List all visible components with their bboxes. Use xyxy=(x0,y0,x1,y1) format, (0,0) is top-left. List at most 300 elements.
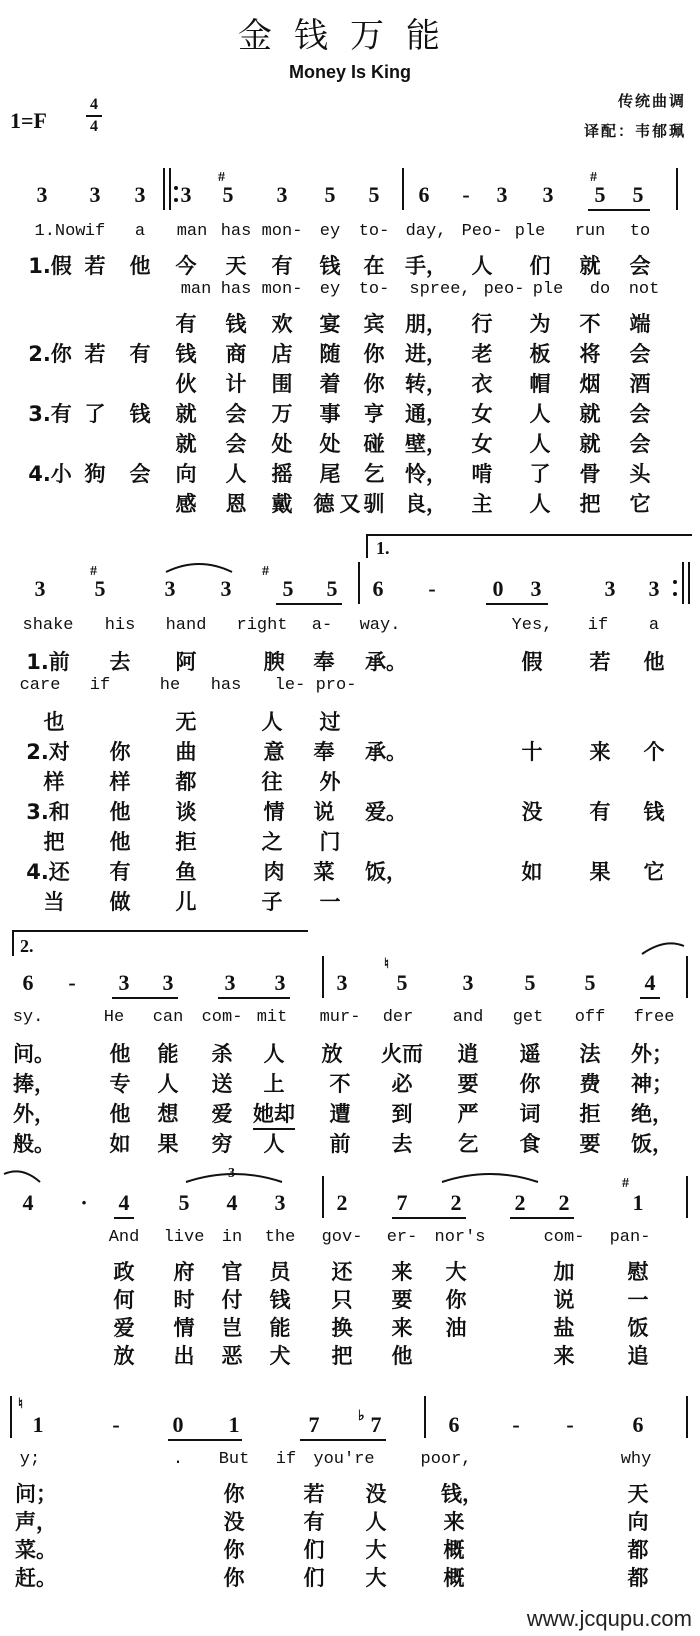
note: 1 xyxy=(632,1190,644,1215)
lyric-syllable: 绝， xyxy=(631,1102,673,1126)
lyric-syllable: hand xyxy=(165,616,207,635)
lyric-syllable: ey xyxy=(319,280,341,299)
lyric-syllable: he xyxy=(159,676,181,695)
lyric-syllable: 样 xyxy=(43,770,65,794)
lyric-syllable: free xyxy=(633,1008,675,1027)
lyric-syllable: 概 xyxy=(443,1566,465,1590)
lyric-syllable: 头 xyxy=(629,462,651,486)
lyric-syllable: 不 xyxy=(579,312,601,336)
lyric-syllable: 商 xyxy=(225,342,247,366)
lyric-syllable: 欢 xyxy=(271,312,293,336)
lyric-syllable: 子 xyxy=(261,890,283,914)
lyric-syllable: 要 xyxy=(391,1288,413,1312)
lyric-syllable: 戴 xyxy=(271,492,293,516)
lyric-syllable: man xyxy=(176,222,208,241)
sharp-sign: # xyxy=(90,564,97,579)
lyric-syllable: 遥 xyxy=(519,1042,541,1066)
lyric-syllable: 女 xyxy=(471,402,493,426)
note: 7 xyxy=(396,1190,408,1215)
natural-sign: ♮ xyxy=(384,957,390,972)
lyric-syllable: 手， xyxy=(405,254,447,278)
sharp-sign: # xyxy=(622,1176,629,1191)
sharp-sign: # xyxy=(218,170,225,185)
lyric-syllable: 来 xyxy=(443,1510,465,1534)
repeat-dot xyxy=(673,580,677,584)
lyric-syllable: 若 xyxy=(589,650,611,674)
lyric-syllable: can xyxy=(152,1008,184,1027)
barline xyxy=(322,956,324,998)
eighth-beam xyxy=(276,603,342,605)
lyric-syllable: 付 xyxy=(221,1288,243,1312)
credit-translator: 译配：韦郁珮 xyxy=(583,122,686,140)
tie-slur xyxy=(164,560,234,574)
lyric-syllable: 为 xyxy=(529,312,551,336)
lyric-syllable: 问； xyxy=(15,1482,57,1506)
lyric-syllable: poor, xyxy=(420,1450,472,1469)
lyric-syllable: 有 xyxy=(129,342,151,366)
note: 3 xyxy=(134,182,146,207)
barline xyxy=(676,168,678,210)
lyric-syllable: 人 xyxy=(529,432,551,456)
lyric-syllable: to xyxy=(629,222,651,241)
lyric-syllable: 计 xyxy=(225,372,247,396)
lyric-syllable: 只 xyxy=(331,1288,353,1312)
lyric-syllable: 奉 xyxy=(313,740,335,764)
lyric-syllable: 肉 xyxy=(263,860,285,884)
lyric-syllable: 你 xyxy=(223,1538,245,1562)
lyric-syllable: 宾 xyxy=(363,312,385,336)
volta-label-1: 1. xyxy=(376,538,390,558)
lyric-syllable: 酒 xyxy=(629,372,651,396)
eighth-beam xyxy=(112,997,178,999)
lyric-syllable: 伙 xyxy=(175,372,197,396)
lyric-syllable: 大 xyxy=(365,1566,387,1590)
key-signature: 1=F xyxy=(10,108,47,133)
note: 3 xyxy=(36,182,48,207)
lyric-syllable: 你 xyxy=(363,372,385,396)
note: 3 xyxy=(496,182,508,207)
lyric-syllable: 油 xyxy=(445,1316,467,1340)
note: 6 xyxy=(632,1412,644,1437)
barline xyxy=(322,1176,324,1218)
note: 3 xyxy=(276,182,288,207)
lyric-syllable: 会 xyxy=(129,462,151,486)
lyric-syllable: 有 xyxy=(271,254,293,278)
lyric-syllable: 何 xyxy=(113,1288,135,1312)
lyric-syllable: 有 xyxy=(109,860,131,884)
lyric-syllable: 有 xyxy=(303,1510,325,1534)
volta-label-2: 2. xyxy=(20,936,34,956)
lyric-syllable: 将 xyxy=(579,342,601,366)
lyric-syllable: 他 xyxy=(129,254,151,278)
lyric-syllable: 处 xyxy=(319,432,341,456)
lyric-syllable: 向 xyxy=(175,462,197,486)
lyric-syllable: 它 xyxy=(629,492,651,516)
lyric-syllable: 饭 xyxy=(627,1316,649,1340)
lyric-syllable: his xyxy=(104,616,136,635)
note: 5 xyxy=(524,970,536,995)
lyric-syllable: 通， xyxy=(405,402,447,426)
lyric-syllable: 端 xyxy=(629,312,651,336)
lyric-syllable: 把 xyxy=(331,1344,353,1368)
note: 3 xyxy=(118,970,130,995)
note: · xyxy=(80,1190,88,1215)
lyric-syllable: 宴 xyxy=(319,312,341,336)
lyric-syllable: 杀 xyxy=(211,1042,233,1066)
lyric-syllable: 人 xyxy=(529,492,551,516)
lyric-syllable: 行 xyxy=(471,312,493,336)
lyric-syllable: 碰 xyxy=(363,432,385,456)
lyric-syllable: 天 xyxy=(627,1482,649,1506)
lyric-syllable: 逍 xyxy=(457,1042,479,1066)
note: 3 xyxy=(164,576,176,601)
lyric-syllable: 1.前 xyxy=(26,650,70,674)
lyric-syllable: 又 xyxy=(339,492,361,516)
lyric-syllable: 爱 xyxy=(113,1316,135,1340)
lyric-syllable: 亨 xyxy=(363,402,385,426)
lyric-syllable: 骨 xyxy=(579,462,601,486)
note: 4 xyxy=(118,1190,130,1215)
lyric-syllable: run xyxy=(574,222,606,241)
lyric-syllable: 钱 xyxy=(175,342,197,366)
lyric-syllable: 3.和 xyxy=(26,800,70,824)
lyric-syllable: 狗 xyxy=(84,462,106,486)
eighth-beam xyxy=(218,997,290,999)
lyric-syllable: has xyxy=(220,222,252,241)
lyric-syllable: 不 xyxy=(329,1072,351,1096)
lyric-syllable: off xyxy=(574,1008,606,1027)
lyric-syllable: 会 xyxy=(629,254,651,278)
eighth-beam xyxy=(168,1439,242,1441)
note: 3 xyxy=(462,970,474,995)
barline xyxy=(424,1396,426,1438)
note: 5 xyxy=(178,1190,190,1215)
lyric-syllable: 样 xyxy=(109,770,131,794)
lyric-syllable: 若 xyxy=(84,342,106,366)
lyric-syllable: 放 xyxy=(113,1344,135,1368)
lyric-syllable: 假 xyxy=(521,650,543,674)
lyric-syllable: 随 xyxy=(319,342,341,366)
lyric-syllable: 啃 xyxy=(471,462,493,486)
note: 5 xyxy=(222,182,234,207)
lyric-syllable: 4.还 xyxy=(26,860,70,884)
lyric-syllable: 出 xyxy=(173,1344,195,1368)
lyric-syllable: 遭 xyxy=(329,1102,351,1126)
lyric-syllable: 捧， xyxy=(13,1072,55,1096)
lyric-syllable: 把 xyxy=(43,830,65,854)
tie-slur xyxy=(2,1170,42,1184)
lyric-syllable: But xyxy=(218,1450,250,1469)
lyric-syllable: 送 xyxy=(211,1072,233,1096)
repeat-dot xyxy=(174,186,178,190)
lyric-syllable: 个 xyxy=(643,740,665,764)
lyric-syllable: 就 xyxy=(579,432,601,456)
lyric-syllable: 他 xyxy=(391,1344,413,1368)
lyric-syllable: 你 xyxy=(363,342,385,366)
lyric-syllable: 专 xyxy=(109,1072,131,1096)
barline xyxy=(686,956,688,998)
lyric-syllable: 处 xyxy=(271,432,293,456)
lyric-syllable: 你 xyxy=(519,1072,541,1096)
volta-bracket-2-hook xyxy=(12,930,14,956)
lyric-syllable: And xyxy=(108,1228,140,1247)
lyric-syllable: 天 xyxy=(225,254,247,278)
lyric-syllable: 们 xyxy=(529,254,551,278)
site-watermark: www.jcqupu.com xyxy=(526,1606,692,1631)
lyric-syllable: 她却 xyxy=(253,1098,295,1130)
lyric-syllable: 大 xyxy=(445,1260,467,1284)
lyric-syllable: 情 xyxy=(263,800,285,824)
lyric-syllable: 摇 xyxy=(271,462,293,486)
lyric-syllable: gov- xyxy=(321,1228,363,1247)
lyric-syllable: 都 xyxy=(627,1538,649,1562)
lyric-syllable: 官 xyxy=(221,1260,243,1284)
lyric-syllable: 钱 xyxy=(269,1288,291,1312)
lyric-syllable: 把 xyxy=(579,492,601,516)
lyric-syllable: 盐 xyxy=(553,1316,575,1340)
barline xyxy=(686,1176,688,1218)
sharp-sign: # xyxy=(590,170,597,185)
lyric-syllable: 腴 xyxy=(263,650,285,674)
lyric-syllable: care xyxy=(19,676,61,695)
note: 4 xyxy=(226,1190,238,1215)
volta-bracket-1 xyxy=(366,534,692,536)
lyric-syllable: 恶 xyxy=(221,1344,243,1368)
lyric-syllable: der xyxy=(382,1008,414,1027)
lyric-syllable: 菜 xyxy=(313,860,335,884)
lyric-syllable: 都 xyxy=(627,1566,649,1590)
song-subtitle: Money Is King xyxy=(288,62,411,82)
eighth-beam xyxy=(300,1439,386,1441)
lyric-syllable: 来 xyxy=(391,1316,413,1340)
lyric-syllable: 德 xyxy=(313,492,335,516)
note: 5 xyxy=(94,576,106,601)
lyric-syllable: 一 xyxy=(627,1288,649,1312)
lyric-syllable: com- xyxy=(201,1008,243,1027)
lyric-syllable: 十 xyxy=(521,740,543,764)
note: 5 xyxy=(396,970,408,995)
lyric-syllable: 朋， xyxy=(405,312,447,336)
lyric-syllable: . xyxy=(172,1450,184,1469)
note: 6 xyxy=(22,970,34,995)
lyric-syllable: 外； xyxy=(631,1042,673,1066)
lyric-syllable: 2.对 xyxy=(26,740,70,764)
lyric-syllable: 人 xyxy=(157,1072,179,1096)
repeat-dot xyxy=(174,198,178,202)
lyric-syllable: why xyxy=(620,1450,652,1469)
lyric-syllable: 你 xyxy=(223,1566,245,1590)
lyric-syllable: 必 xyxy=(391,1072,413,1096)
lyric-syllable: 衣 xyxy=(471,372,493,396)
lyric-syllable: man xyxy=(180,280,212,299)
lyric-syllable: 钱， xyxy=(441,1482,483,1506)
lyric-syllable: 烟 xyxy=(579,372,601,396)
lyric-syllable: 尾 xyxy=(319,462,341,486)
lyric-syllable: 了 xyxy=(84,402,106,426)
lyric-syllable: 拒 xyxy=(579,1102,601,1126)
lyric-syllable: 万 xyxy=(271,402,293,426)
lyric-syllable: to- xyxy=(358,280,390,299)
lyric-syllable: 会 xyxy=(629,342,651,366)
lyric-syllable: 岂 xyxy=(221,1316,243,1340)
lyric-syllable: mon- xyxy=(261,280,303,299)
lyric-syllable: 板 xyxy=(529,342,551,366)
lyric-syllable: 壁， xyxy=(405,432,447,456)
lyric-syllable: shake xyxy=(22,616,74,635)
eighth-beam xyxy=(392,1217,466,1219)
note: 3 xyxy=(530,576,542,601)
note: 5 xyxy=(282,576,294,601)
lyric-syllable: 无 xyxy=(175,710,197,734)
lyric-syllable: 食 xyxy=(519,1132,541,1156)
note: 5 xyxy=(584,970,596,995)
lyric-syllable: 会 xyxy=(225,432,247,456)
note: 1 xyxy=(228,1412,240,1437)
lyric-syllable: 来 xyxy=(391,1260,413,1284)
lyric-syllable: 今 xyxy=(175,254,197,278)
note: 7 xyxy=(370,1412,382,1437)
lyric-syllable: 他 xyxy=(109,800,131,824)
lyric-syllable: 着 xyxy=(319,372,341,396)
lyric-syllable: mon- xyxy=(261,222,303,241)
lyric-syllable: 拒 xyxy=(175,830,197,854)
lyric-syllable: 人 xyxy=(471,254,493,278)
lyric-syllable: 门 xyxy=(319,830,341,854)
note: 0 xyxy=(492,576,504,601)
lyric-syllable: live xyxy=(163,1228,205,1247)
eighth-beam xyxy=(486,603,548,605)
lyric-syllable: 有 xyxy=(175,312,197,336)
lyric-syllable: 加 xyxy=(553,1260,575,1284)
lyric-syllable: 没 xyxy=(365,1482,387,1506)
lyric-syllable: ple xyxy=(532,280,564,299)
note: 7 xyxy=(308,1412,320,1437)
note: 3 xyxy=(220,576,232,601)
barline xyxy=(358,562,360,604)
lyric-syllable: 事 xyxy=(319,402,341,426)
lyric-syllable: get xyxy=(512,1008,544,1027)
lyric-syllable: 向 xyxy=(627,1510,649,1534)
note: 2 xyxy=(558,1190,570,1215)
note: 4 xyxy=(644,970,656,995)
flat-sign: ♭ xyxy=(358,1409,365,1424)
lyric-syllable: 他 xyxy=(109,1042,131,1066)
lyric-syllable: 钱 xyxy=(643,800,665,824)
note: - xyxy=(112,1412,120,1437)
lyric-syllable: has xyxy=(210,676,242,695)
lyric-syllable: do xyxy=(589,280,611,299)
lyric-syllable: 钱 xyxy=(129,402,151,426)
lyric-syllable: 钱 xyxy=(225,312,247,336)
repeat-end-barline-inner xyxy=(688,562,690,604)
lyric-syllable: er- xyxy=(386,1228,418,1247)
lyric-syllable: 承。 xyxy=(365,650,407,674)
eighth-beam xyxy=(640,997,660,999)
lyric-syllable: 人 xyxy=(365,1510,387,1534)
lyric-syllable: 曲 xyxy=(175,740,197,764)
lyric-syllable: 们 xyxy=(303,1538,325,1562)
lyric-syllable: He xyxy=(103,1008,125,1027)
lyric-syllable: if xyxy=(275,1450,297,1469)
lyric-syllable: 转， xyxy=(405,372,447,396)
lyric-syllable: 爱。 xyxy=(365,800,407,824)
repeat-start-barline-inner xyxy=(169,168,171,210)
lyric-syllable: 怜， xyxy=(405,462,447,486)
lyric-syllable: 之 xyxy=(261,830,283,854)
time-signature-top: 4 xyxy=(90,96,98,113)
lyric-syllable: 你 xyxy=(445,1288,467,1312)
lyric-syllable: 追 xyxy=(627,1344,649,1368)
note: 3 xyxy=(604,576,616,601)
lyric-syllable: 就 xyxy=(579,402,601,426)
lyric-syllable: right xyxy=(236,616,288,635)
credit-tune: 传统曲调 xyxy=(617,92,686,110)
lyric-syllable: 能 xyxy=(157,1042,179,1066)
lyric-syllable: 爱 xyxy=(211,1102,233,1126)
note: 3 xyxy=(224,970,236,995)
time-signature xyxy=(86,96,102,136)
lyric-syllable: 去 xyxy=(391,1132,413,1156)
note: - xyxy=(428,576,436,601)
lyric-syllable: 饭， xyxy=(631,1132,673,1156)
lyric-syllable: 你 xyxy=(109,740,131,764)
note: 5 xyxy=(326,576,338,601)
lyric-syllable: 4.小 xyxy=(28,462,72,486)
note: 1 xyxy=(32,1412,44,1437)
volta-bracket-2 xyxy=(12,930,308,932)
lyric-syllable: 果 xyxy=(157,1132,179,1156)
note: - xyxy=(512,1412,520,1437)
lyric-syllable: 意 xyxy=(263,740,285,764)
lyric-syllable: a xyxy=(134,222,146,241)
lyric-syllable: 乞 xyxy=(363,462,385,486)
lyric-syllable: 围 xyxy=(271,372,293,396)
note: 5 xyxy=(632,182,644,207)
barline xyxy=(686,1396,688,1438)
lyric-syllable: y; xyxy=(19,1450,41,1469)
lyric-syllable: 谈 xyxy=(175,800,197,824)
lyric-syllable: 会 xyxy=(225,402,247,426)
lyric-syllable: 概 xyxy=(443,1538,465,1562)
lyric-syllable: 有 xyxy=(589,800,611,824)
lyric-syllable: 承。 xyxy=(365,740,407,764)
lyric-syllable: 会 xyxy=(629,432,651,456)
time-signature-divider xyxy=(86,115,102,117)
lyric-syllable: not xyxy=(628,280,660,299)
lyric-syllable: 去 xyxy=(109,650,131,674)
lyric-syllable: if xyxy=(587,616,609,635)
lyric-syllable: mit xyxy=(256,1008,288,1027)
lyric-syllable: 换 xyxy=(331,1316,353,1340)
lyric-syllable: 人 xyxy=(263,1132,285,1156)
note: 2 xyxy=(336,1190,348,1215)
lyric-syllable: 往 xyxy=(261,770,283,794)
lyric-syllable: 们 xyxy=(303,1566,325,1590)
note: 5 xyxy=(594,182,606,207)
repeat-dot xyxy=(673,592,677,596)
note: 3 xyxy=(162,970,174,995)
lyric-syllable: 般。 xyxy=(13,1132,55,1156)
note: 2 xyxy=(514,1190,526,1215)
lyric-syllable: 它 xyxy=(643,860,665,884)
lyric-syllable: 就 xyxy=(175,432,197,456)
lyric-syllable: 奉 xyxy=(313,650,335,674)
lyric-syllable: 情 xyxy=(173,1316,195,1340)
lyric-syllable: 严 xyxy=(457,1102,479,1126)
lyric-syllable: Yes, xyxy=(511,616,553,635)
lyric-syllable: le- xyxy=(274,676,306,695)
lyric-syllable: 乞 xyxy=(457,1132,479,1156)
